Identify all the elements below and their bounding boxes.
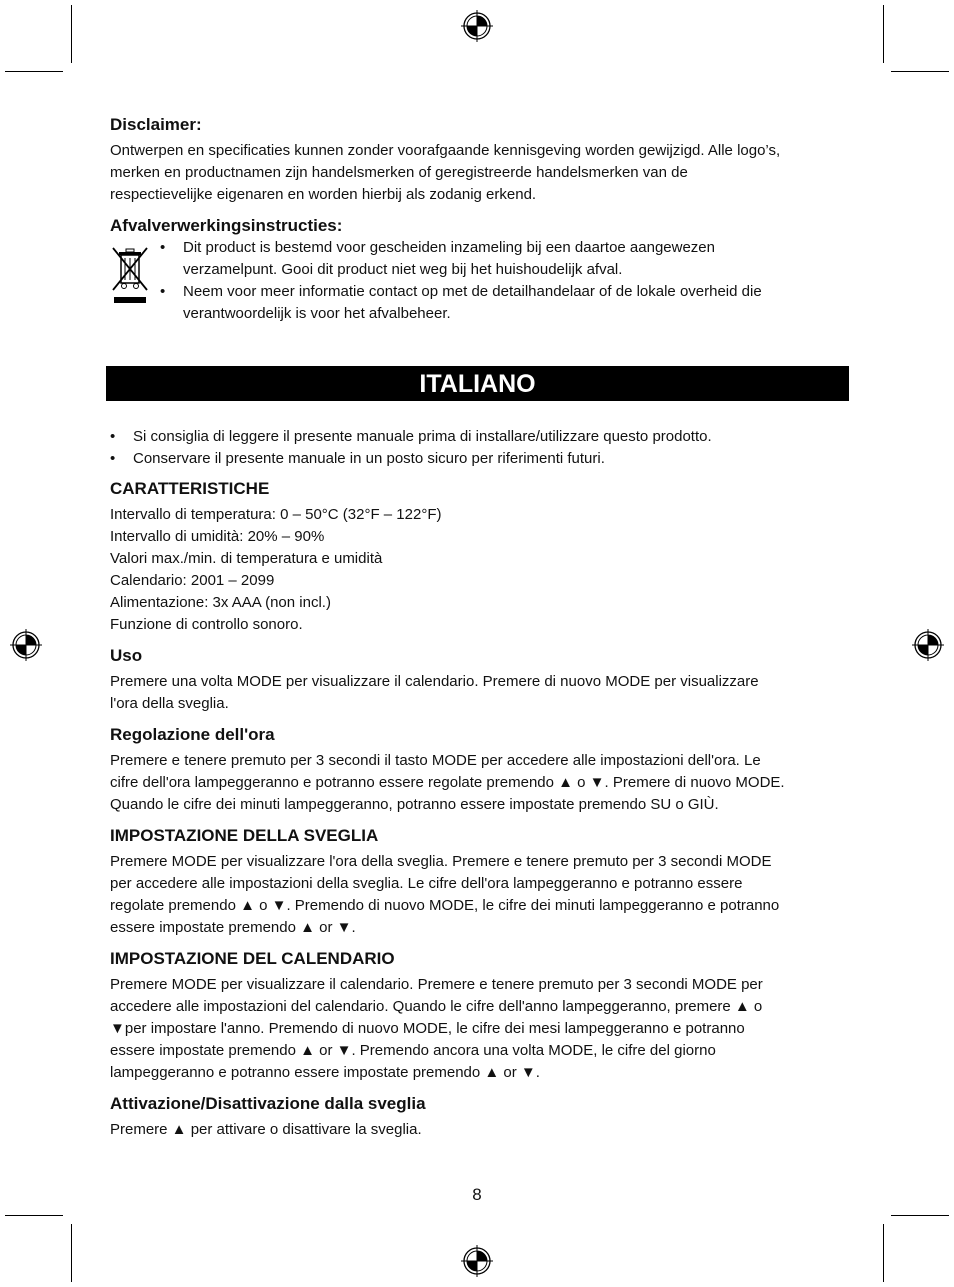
- paragraph-line: Quando le cifre dei minuti lampeggeranno, potranno essere impostate premendo SU o GIÙ.: [110, 796, 719, 813]
- time-section: [110, 724, 850, 816]
- paragraph-line: per accedere alle impostazioni della sveglia. Le cifre dell'ora lampeggeranno e potranno essere: [110, 875, 743, 892]
- crop-mark: [71, 1224, 72, 1282]
- uso-heading: Uso: [110, 646, 143, 665]
- crop-mark: [5, 71, 63, 72]
- disclaimer-heading: Disclaimer:: [110, 115, 202, 134]
- paragraph-line: l'ora della sveglia.: [110, 695, 229, 712]
- paragraph-line: essere impostate premendo ▲ or ▼.: [110, 919, 356, 936]
- registration-mark-icon: [9, 628, 43, 662]
- paragraph-line: Premere MODE per visualizzare il calendario. Premere e tenere premuto per 3 secondi MODE per: [110, 976, 763, 993]
- disclaimer-line: respectievelijke eigenaren en worden hierbij als zodanig erkend.: [110, 186, 537, 203]
- paragraph-line: lampeggeranno e potranno essere impostate premendo ▲ or ▼.: [110, 1064, 540, 1081]
- paragraph-line: regolate premendo ▲ o ▼. Premendo di nuovo MODE, le cifre dei minuti lampeggeranno e potranno: [110, 897, 780, 914]
- crop-mark: [883, 1224, 884, 1282]
- feature-line: Funzione di controllo sonoro.: [110, 616, 303, 633]
- paragraph-line: ▼per impostare l'anno. Premendo di nuovo MODE, le cifre dei mesi lampeggeranno e potranno: [110, 1020, 745, 1037]
- feature-line: Valori max./min. di temperatura e umidità: [110, 550, 383, 567]
- list-item: • Conservare il presente manuale in un posto sicuro per riferimenti futuri.: [110, 448, 850, 470]
- paragraph-line: accedere alle impostazioni del calendario. Quando le cifre dell'anno lampeggeranno, premere ▲ o: [110, 998, 763, 1015]
- features-heading: CARATTERISTICHE: [110, 479, 270, 498]
- features-section: [110, 478, 850, 636]
- waste-heading: Afvalverwerkingsinstructies:: [110, 216, 343, 235]
- paragraph-line: Premere ▲ per attivare o disattivare la sveglia.: [110, 1121, 422, 1138]
- disclaimer-section: [110, 114, 850, 206]
- feature-line: Alimentazione: 3x AAA (non incl.): [110, 594, 331, 611]
- alarm-section: [110, 825, 850, 939]
- list-item: [160, 237, 850, 281]
- waste-list: [160, 237, 850, 325]
- paragraph-line: Premere una volta MODE per visualizzare il calendario. Premere di nuovo MODE per visualizzare: [110, 673, 759, 690]
- list-item-text: Neem voor meer informatie contact op met de detailhandelaar of de lokale overheid die: [183, 283, 762, 300]
- paragraph-line: essere impostate premendo ▲ or ▼. Premendo ancora una volta MODE, le cifre del giorno: [110, 1042, 716, 1059]
- alarm-heading: IMPOSTAZIONE DELLA SVEGLIA: [110, 826, 379, 845]
- disclaimer-line: merken en productnamen zijn handelsmerken of geregistreerde handelsmerken van de: [110, 164, 688, 181]
- feature-line: Intervallo di temperatura: 0 – 50°C (32°F – 122°F): [110, 506, 442, 523]
- paragraph-line: Premere MODE per visualizzare l'ora della sveglia. Premere e tenere premuto per 3 secondi MODE: [110, 853, 772, 870]
- uso-section: [110, 645, 850, 715]
- toggle-section: [110, 1093, 850, 1141]
- crop-mark: [891, 1215, 949, 1216]
- toggle-heading: Attivazione/Disattivazione dalla sveglia: [110, 1094, 426, 1113]
- crop-mark: [883, 5, 884, 63]
- disclaimer-line: Ontwerpen en specificaties kunnen zonder voorafgaande kennisgeving worden gewijzigd. Alle logo’s,: [110, 142, 781, 159]
- registration-mark-icon: [460, 9, 494, 43]
- paragraph-line: cifre dell'ora lampeggeranno e potranno essere regolate premendo ▲ o ▼. Premere di nuovo MODE.: [110, 774, 785, 791]
- waste-section: [110, 215, 850, 327]
- crossed-bin-icon: [110, 243, 150, 305]
- registration-mark-icon: [911, 628, 945, 662]
- list-item: • Si consiglia di leggere il presente manuale prima di installare/utilizzare questo prodotto.: [110, 426, 850, 448]
- crop-mark: [71, 5, 72, 63]
- intro-list: [110, 426, 850, 470]
- time-heading: Regolazione dell'ora: [110, 725, 275, 744]
- page-number: 8: [472, 1185, 482, 1204]
- language-banner: ITALIANO: [106, 366, 849, 401]
- paragraph-line: Premere e tenere premuto per 3 secondi il tasto MODE per accedere alle impostazioni dell'ora. Le: [110, 752, 761, 769]
- crop-mark: [5, 1215, 63, 1216]
- crop-mark: [891, 71, 949, 72]
- list-item-text: verantwoordelijk is voor het afvalbeheer.: [183, 305, 451, 322]
- list-item-text: verzamelpunt. Gooi dit product niet weg bij het huishoudelijk afval.: [183, 261, 623, 278]
- calendar-heading: IMPOSTAZIONE DEL CALENDARIO: [110, 949, 395, 968]
- list-item-text: Dit product is bestemd voor gescheiden inzameling bij een daartoe aangewezen: [183, 239, 715, 256]
- italian-section: [110, 478, 850, 1150]
- dutch-section: [110, 114, 850, 327]
- calendar-section: [110, 948, 850, 1084]
- feature-line: Calendario: 2001 – 2099: [110, 572, 275, 589]
- feature-line: Intervallo di umidità: 20% – 90%: [110, 528, 325, 545]
- list-item: [160, 281, 850, 325]
- registration-mark-icon: [460, 1244, 494, 1278]
